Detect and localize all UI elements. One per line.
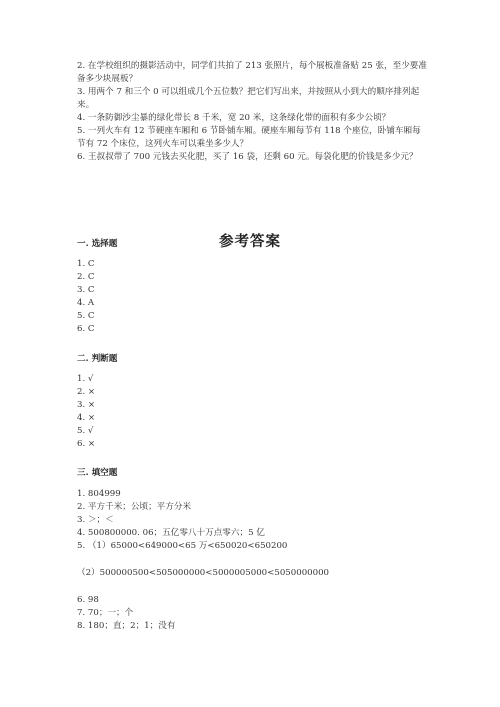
choice-answers <box>77 258 95 337</box>
fill-answers <box>77 488 287 553</box>
answer-item: 4. A <box>77 298 95 309</box>
fill-sub-answer <box>77 567 329 580</box>
answer-item: 2. × <box>77 387 96 398</box>
answer-item: 3. C <box>77 285 95 296</box>
answer-item: 5. √ <box>77 426 94 437</box>
answer-item: 1. C <box>77 259 95 269</box>
answer-item: 2. C <box>77 272 95 283</box>
problem-4: 4. 一条防御沙尘暴的绿化带长 8 千米，宽 20 米，这条绿化带的面积有多少公顷？ <box>77 113 391 123</box>
answer-item: 1. √ <box>77 374 94 384</box>
answer-key-title: 参考答案 <box>219 233 281 250</box>
problem-5: 5. 一列火车有 12 节硬座车厢和 6 节卧铺车厢。硬座车厢每节有 118 个座位，卧铺车厢每节有 72 个床位，这列火车可以乘坐多少人？ <box>77 126 421 149</box>
problem-6: 6. 王叔叔带了 700 元钱去买化肥，买了 16 袋，还剩 60 元。每袋化肥的价钱是多少元？ <box>77 152 418 162</box>
answer-item: 3. × <box>77 400 96 411</box>
answer-item: 8. 180；直；2；1；没有 <box>77 621 176 632</box>
answer-item: 4. 500800000. 06；五亿零八十万点零六；5 亿 <box>77 528 265 539</box>
fill-answers-continued <box>77 594 175 633</box>
answer-item: 1. 804999 <box>77 489 121 499</box>
answer-item: 6. 98 <box>77 595 99 605</box>
problem-2: 2. 在学校组织的摄影活动中，同学们共拍了 213 张照片，每个展板准备贴 25 张，至少要准备多少块展板？ <box>77 61 427 84</box>
problem-3: 3. 用两个 7 和三个 0 可以组成几个五位数？把它们写出来，并按照从小到大的顺序排列起来。 <box>77 87 420 110</box>
judge-section-heading: 二. 判断题 <box>77 354 118 364</box>
word-problems <box>77 60 427 164</box>
answer-item: 3. ＞；＜ <box>77 515 114 526</box>
answer-item: 6. C <box>77 324 95 335</box>
fill-section-heading: 三. 填空题 <box>77 468 118 478</box>
choice-section-heading: 一. 选择题 <box>77 239 118 249</box>
answer-item: 7. 70；一；个 <box>77 608 134 619</box>
answer-sub-item: （2）500000500<505000000<5000005000<5050000000 <box>77 568 330 578</box>
answer-item: 5. C <box>77 311 95 322</box>
judge-answers <box>77 373 95 452</box>
answer-item: 4. × <box>77 413 96 424</box>
answer-item: 5. （1）65000<649000<65 万<650020<650200 <box>77 541 288 552</box>
answer-item: 6. × <box>77 439 96 450</box>
answer-item: 2. 平方千米；公顷；平方分米 <box>77 502 192 513</box>
